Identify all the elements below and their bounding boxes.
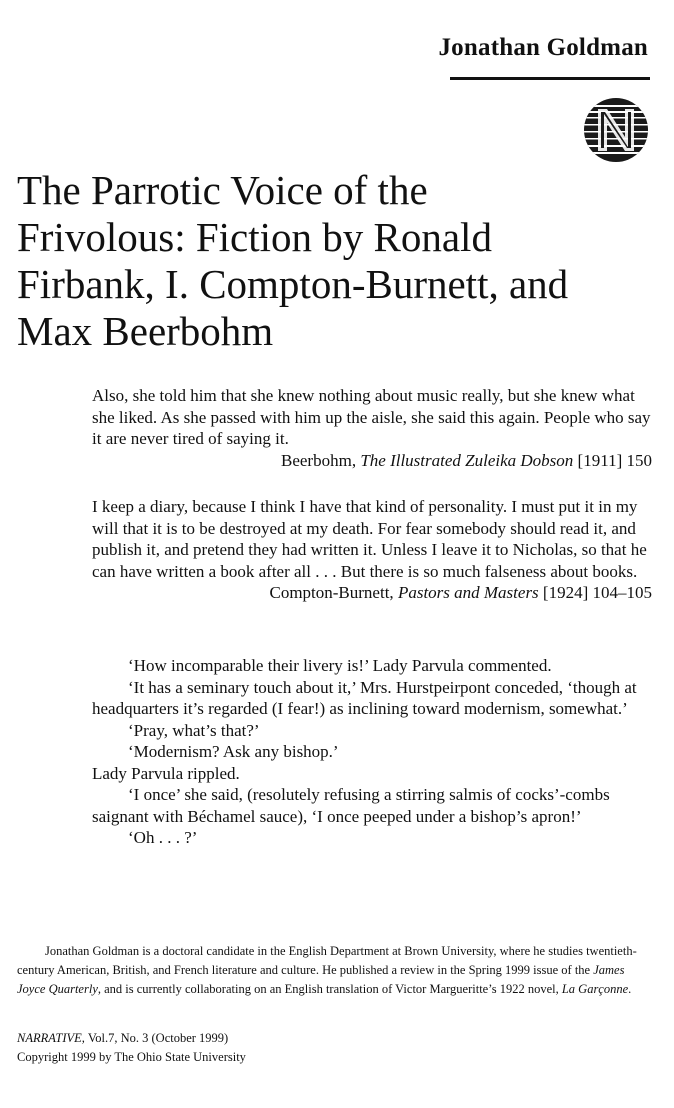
- journal-issue-line: [17, 1029, 246, 1048]
- dialogue-paragraph: Lady Parvula rippled.: [92, 763, 240, 783]
- title-line: Firbank, I. Compton-Burnett, and: [17, 261, 569, 307]
- title-line: Frivolous: Fiction by Ronald: [17, 214, 492, 260]
- title-line: The Parrotic Voice of the: [17, 167, 428, 213]
- footnote-text: .: [628, 982, 632, 996]
- epigraph-beerbohm: [92, 385, 652, 471]
- epigraph-source: [92, 582, 652, 604]
- dialogue-paragraph: ‘It has a seminary touch about it,’ Mrs. Hurstpeirpont conceded, ‘though at headquarters it’s regarded (I fear!) as inclining toward modernism, somewhat.’: [92, 677, 637, 718]
- epigraph-text: Also, she told him that she knew nothing about music really, but she knew what she liked. As she passed with him up the aisle, she said this again. People who say it are never tired of saying it.: [92, 386, 651, 448]
- source-citation: [1911] 150: [573, 450, 652, 470]
- footnote-novel: La Garçonne: [561, 982, 629, 996]
- dialogue-paragraph: ‘How incomparable their livery is!’ Lady Parvula commented.: [128, 656, 552, 675]
- footnote-journal: James Joyce Quarterly: [17, 963, 625, 996]
- running-head-author: Jonathan Goldman: [438, 34, 648, 61]
- dialogue-paragraph: ‘Oh . . . ?’: [128, 828, 198, 847]
- title-line: Max Beerbohm: [17, 308, 274, 354]
- source-author: Beerbohm,: [281, 450, 361, 470]
- journal-name: NARRATIVE,: [17, 1031, 85, 1045]
- copyright-line: Copyright 1999 by The Ohio State University: [17, 1050, 246, 1064]
- footnote-text: Jonathan Goldman is a doctoral candidate in the English Department at Brown University, where he studies twentieth-century American, British, and French literature and culture. He published a review in the Spring 1999 issue of the: [17, 944, 637, 977]
- article-title: [17, 167, 657, 355]
- dialogue-paragraph: ‘Modernism? Ask any bishop.’: [128, 742, 339, 761]
- header-rule: [450, 77, 650, 80]
- source-author: Compton-Burnett,: [269, 583, 398, 602]
- source-citation: [1924] 104–105: [538, 583, 652, 602]
- source-work: Pastors and Masters: [397, 583, 539, 602]
- journal-issue: Vol.7, No. 3 (October 1999): [84, 1031, 229, 1045]
- dialogue-paragraph: ‘Pray, what’s that?’: [128, 720, 260, 740]
- journal-info: [17, 1029, 246, 1067]
- epigraph-text: I keep a diary, because I think I have that kind of personality. I must put it in my will that it is to be destroyed at my death. For fear somebody should read it, and publish it, and pretend they had written it. Unless I leave it to Nicholas, so that he can have written a book after all . . . But there is so much falseness about books.: [92, 497, 647, 581]
- epigraph-firbank: [92, 655, 652, 849]
- dialogue-paragraph: ‘I once’ she said, (resolutely refusing a stirring salmis of cocks’-combs saignant with Béchamel sauce), ‘I once peeped under a bishop’s apron!’: [92, 785, 610, 826]
- epigraph-source: [92, 450, 652, 472]
- narrative-journal-logo-icon: [583, 97, 649, 163]
- author-footnote: [17, 942, 655, 999]
- source-work: The Illustrated Zuleika Dobson: [360, 450, 574, 470]
- footnote-text: , and is currently collaborating on an English translation of Victor Margueritte’s 1922 novel,: [97, 982, 562, 996]
- epigraph-compton-burnett: [92, 496, 652, 604]
